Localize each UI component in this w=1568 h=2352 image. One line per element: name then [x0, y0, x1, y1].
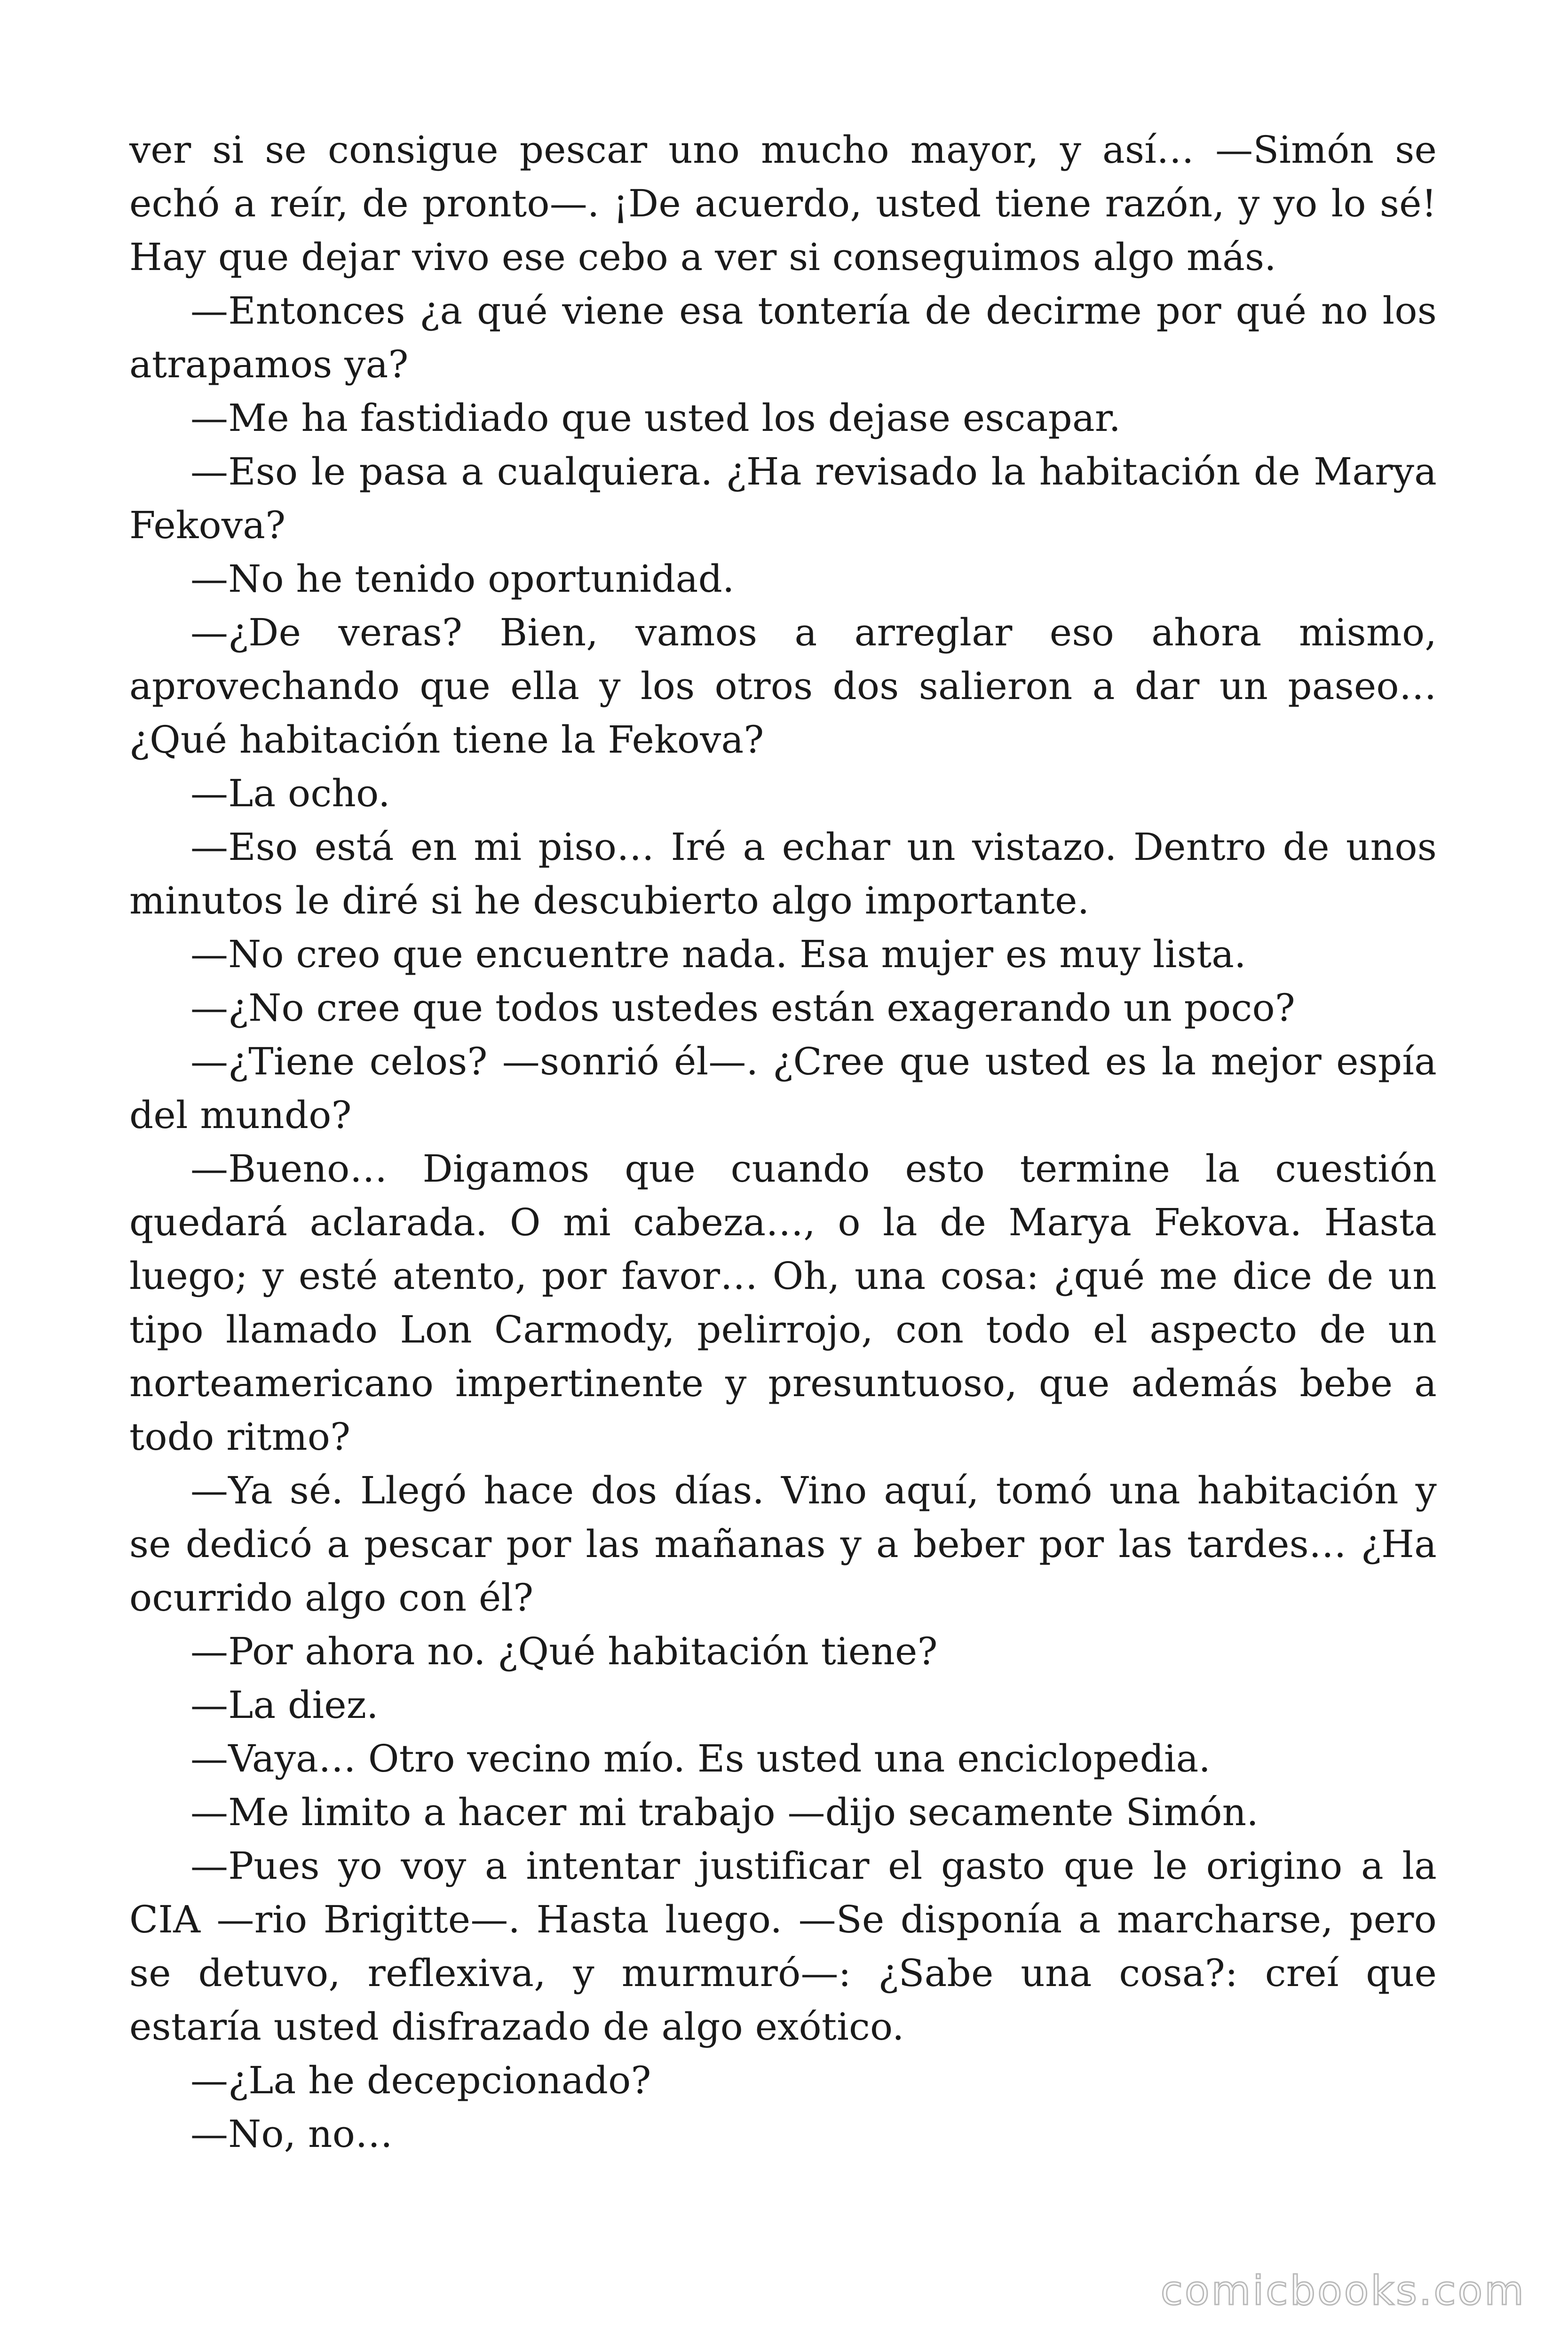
paragraph-dialogue: —No, no…	[190, 2112, 393, 2156]
paragraph-dialogue: —No he tenido oportunidad.	[190, 557, 735, 601]
paragraph-dialogue: —Me ha fastidiado que usted los dejase escapar.	[190, 396, 1121, 440]
paragraph-dialogue: —Por ahora no. ¿Qué habitación tiene?	[190, 1629, 938, 1673]
paragraph-dialogue: —¿La he decepcionado?	[190, 2058, 651, 2102]
page-text	[129, 123, 1437, 2161]
paragraph-dialogue: —Pues yo voy a intentar justificar el gasto que le origino a la CIA —rio Brigitte—. Hasta luego. —Se disponía a marcharse, pero se detuvo, reflexiva, y murmuró—: ¿Sabe una cosa?: creí que estaría usted disfrazado de algo exótico.	[129, 1844, 1437, 2049]
paragraph-dialogue: —¿De veras? Bien, vamos a arreglar eso ahora mismo, aprovechando que ella y los otros dos salieron a dar un paseo… ¿Qué habitación tiene la Fekova?	[129, 611, 1437, 762]
paragraph-dialogue: —¿No cree que todos ustedes están exagerando un poco?	[190, 986, 1295, 1030]
paragraph-dialogue: —Bueno… Digamos que cuando esto termine la cuestión quedará aclarada. O mi cabeza…, o la de Marya Fekova. Hasta luego; y esté atento, por favor… Oh, una cosa: ¿qué me dice de un tipo llamado Lon Carmody, pelirrojo, con todo el aspecto de un norteamericano impertinente y presuntuoso, que además bebe a todo ritmo?	[129, 1147, 1437, 1459]
watermark-logo: comicbooks.com	[1160, 2267, 1526, 2314]
paragraph-dialogue: —Eso le pasa a cualquiera. ¿Ha revisado la habitación de Marya Fekova?	[129, 450, 1437, 547]
paragraph-continuation: ver si se consigue pescar uno mucho mayor, y así… —Simón se echó a reír, de pronto—. ¡De acuerdo, usted tiene razón, y yo lo sé! Hay que dejar vivo ese cebo a ver si conseguimos algo más.	[129, 128, 1437, 279]
paragraph-dialogue: —La diez.	[190, 1683, 379, 1727]
paragraph-dialogue: —Vaya… Otro vecino mío. Es usted una enciclopedia.	[190, 1737, 1211, 1780]
paragraph-dialogue: —Entonces ¿a qué viene esa tontería de decirme por qué no los atrapamos ya?	[129, 289, 1437, 386]
paragraph-dialogue: —Me limito a hacer mi trabajo —dijo secamente Simón.	[190, 1790, 1259, 1834]
paragraph-dialogue: —No creo que encuentre nada. Esa mujer es muy lista.	[190, 932, 1246, 976]
paragraph-dialogue: —Eso está en mi piso… Iré a echar un vistazo. Dentro de unos minutos le diré si he descubierto algo importante.	[129, 825, 1437, 922]
paragraph-dialogue: —La ocho.	[190, 771, 390, 815]
paragraph-dialogue: —Ya sé. Llegó hace dos días. Vino aquí, tomó una habitación y se dedicó a pescar por las mañanas y a beber por las tardes… ¿Ha ocurrido algo con él?	[129, 1469, 1437, 1620]
paragraph-dialogue: —¿Tiene celos? —sonrió él—. ¿Cree que usted es la mejor espía del mundo?	[129, 1040, 1437, 1137]
